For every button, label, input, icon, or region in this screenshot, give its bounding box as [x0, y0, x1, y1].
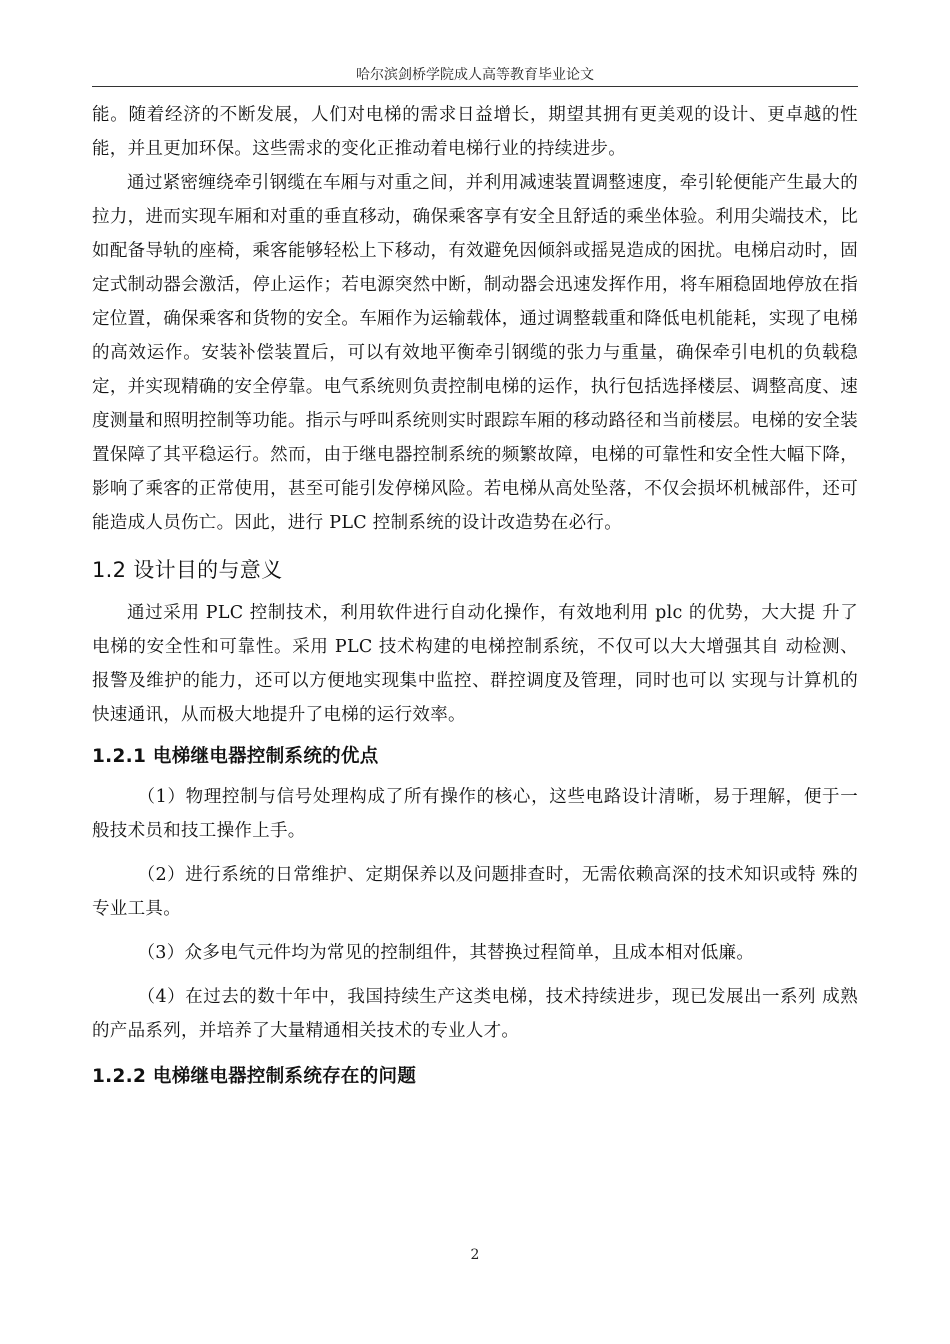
header-divider — [92, 86, 858, 87]
section-heading-1-2: 1.2 设计目的与意义 — [92, 558, 283, 582]
section-heading-1-2-2: 1.2.2 电梯继电器控制系统存在的问题 — [92, 1066, 417, 1087]
list-item: （1）物理控制与信号处理构成了所有操作的核心，这些电路设计清晰，易于理解，便于一般技术员和技工操作上手。 — [92, 787, 858, 841]
paragraph-elevator-mechanism: 通过紧密缠绕牵引钢缆在车厢与对重之间，并利用减速装置调整速度，牵引轮便能产生最大的拉力，进而实现车厢和对重的垂直移动，确保乘客享有安全且舒适的乘坐体验。利用尖端技术，比如配备导轨的座椅，乘客能够轻松上下移动，有效避免因倾斜或摇晃造成的困扰。电梯启动时，固定式制动器会激活，停止运作；若电源突然中断，制动器会迅速发挥作用，将车厢稳固地停放在指定位置，确保乘客和货物的安全。车厢作为运输载体，通过调整载重和降低电机能耗，实现了电梯的高效运作。安装补偿装置后，可以有效地平衡牵引钢缆的张力与重量，确保牵引电机的负载稳定，并实现精确的安全停靠。电气系统则负责控制电梯的运作，执行包括选择楼层、调整高度、速度测量和照明控制等功能。指示与呼叫系统则实时跟踪车厢的移动路径和当前楼层。电梯的安全装置保障了其平稳运行。然而，由于继电器控制系统的频繁故障，电梯的可靠性和安全性大幅下降，影响了乘客的正常使用，甚至可能引发停梯风险。若电梯从高处坠落，不仅会损坏机械部件，还可能造成人员伤亡。因此，进行 PLC 控制系统的设计改造势在必行。 — [92, 173, 858, 533]
list-item: （3）众多电气元件均为常见的控制组件，其替换过程简单，且成本相对低廉。 — [137, 943, 755, 963]
list-item: （4）在过去的数十年中，我国持续生产这类电梯，技术持续进步，现已发展出一系列 成熟的产品系列，并培养了大量精通相关技术的专业人才。 — [92, 987, 858, 1041]
paragraph-purpose: 通过采用 PLC 控制技术，利用软件进行自动化操作，有效地利用 plc 的优势，大大提 升了电梯的安全性和可靠性。采用 PLC 技术构建的电梯控制系统，不仅可以大大增强其自 动检测、报警及维护的能力，还可以方便地实现集中监控、群控调度及管理，同时也可以 实现与计算机的快速通讯，从而极大地提升了电梯的运行效率。 — [92, 603, 858, 725]
running-header: 哈尔滨剑桥学院成人高等教育毕业论文 — [356, 67, 594, 83]
body-text — [92, 98, 858, 1100]
paragraph-continued: 能。随着经济的不断发展，人们对电梯的需求日益增长，期望其拥有更美观的设计、更卓越的性能，并且更加环保。这些需求的变化正推动着电梯行业的持续进步。 — [92, 105, 858, 159]
page-number: 2 — [470, 1247, 480, 1263]
section-heading-1-2-1: 1.2.1 电梯继电器控制系统的优点 — [92, 746, 379, 767]
list-item: （2）进行系统的日常维护、定期保养以及问题排查时，无需依赖高深的技术知识或特 殊的专业工具。 — [92, 865, 858, 919]
